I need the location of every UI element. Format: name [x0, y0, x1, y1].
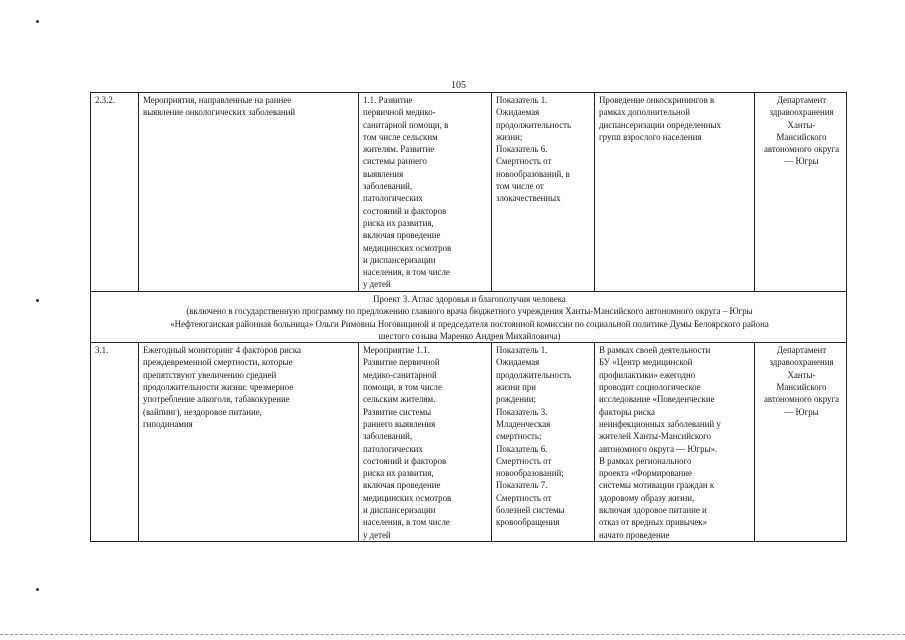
description-line: диспансеризации определенных [599, 119, 721, 130]
table-row [91, 93, 847, 292]
description-line: жителей Ханты-Мансийского [599, 431, 712, 442]
description-line: неинфекционных заболеваний у [599, 418, 721, 429]
indicator-line: Ожидаемая [496, 107, 540, 118]
linked-measure-cell [359, 343, 492, 542]
measure-line: выявление онкологических заболеваний [143, 107, 296, 118]
section-line: шестого созыва Маренко Андрея Михайловича) [378, 330, 561, 341]
linked-line: патологических [363, 193, 423, 204]
description-line: В рамках регионального [599, 455, 692, 466]
description-line: групп взрослого населения [599, 131, 702, 142]
section-line: (включено в государственную программу по предложению главного врача бюджетного учреждения Ханты-Мансийского автономного округа – Югры [186, 306, 753, 317]
indicator-line: Показатель 6. [496, 443, 548, 454]
scan-speck [36, 588, 39, 591]
executor-line: здравоохранения [769, 107, 834, 118]
measure-cell [139, 343, 359, 542]
linked-line: медицинских осмотров [363, 242, 452, 253]
description-line: проводит социологическое [599, 382, 701, 393]
executor-line: — Югры [784, 156, 819, 167]
linked-line: медицинских осмотров [363, 492, 452, 503]
indicator-line: жизни; [496, 131, 523, 142]
section-title: Проект 3. Атлас здоровья и благополучия человека [373, 294, 566, 304]
indicator-line: Смертность от [496, 156, 552, 167]
linked-line: у детей [363, 279, 391, 290]
indicator-line: Показатель 7. [496, 480, 548, 491]
indicator-line: Младенческая [496, 418, 551, 429]
description-line: включая здоровое питание и [599, 505, 707, 516]
executor-line: Ханты- [787, 119, 816, 130]
linked-line: и диспансеризации [363, 505, 436, 516]
indicator-line: Показатель 3. [496, 406, 548, 417]
row-number-cell [91, 343, 139, 542]
linked-line: сельским жителям. [363, 394, 436, 405]
measure-line: преждевременной смертности, которые [143, 357, 293, 368]
linked-line: состояний и факторов [363, 205, 447, 216]
indicators-cell [492, 93, 595, 292]
measure-line: препятствуют увеличению средней [143, 369, 277, 380]
executor-line: Департамент [776, 95, 827, 105]
executor-line: автономного округа [763, 144, 840, 155]
measure-line: продолжительности жизни: чрезмерное [143, 382, 294, 393]
linked-line: включая проведение [363, 480, 441, 491]
indicator-line: рождении; [496, 394, 536, 405]
description-line: проекта «Формирование [599, 468, 692, 479]
description-cell [595, 93, 755, 292]
indicator-line: продолжительность [496, 369, 572, 380]
indicator-line: смертность; [496, 431, 542, 442]
linked-line: включая проведение [363, 230, 441, 241]
indicator-line: Смертность от [496, 455, 552, 466]
linked-line: 1.1. Развитие [363, 95, 413, 105]
linked-line: населения, в том числе [363, 517, 450, 528]
linked-line: заболеваний, [363, 431, 413, 442]
row-number: 2.3.2. [95, 95, 115, 105]
executor-line: Мансийского [776, 131, 827, 142]
program-measures-table [90, 92, 847, 542]
indicator-line: кровообращения [496, 517, 560, 528]
description-line: здоровому образу жизни, [599, 492, 695, 503]
executor-line: автономного округа [763, 394, 840, 405]
linked-line: заболеваний, [363, 181, 413, 192]
linked-line: системы раннего [363, 156, 427, 167]
linked-line: состояний и факторов [363, 455, 447, 466]
description-line: автономного округа — Югры». [599, 443, 718, 454]
page-number: 105 [451, 80, 466, 91]
executor-cell [755, 343, 847, 542]
indicators-cell [492, 343, 595, 542]
indicator-line: продолжительность [496, 119, 572, 130]
description-line: факторы риска [599, 406, 655, 417]
description-line: профилактики» ежегодно [599, 369, 696, 380]
section-header-cell [91, 292, 847, 343]
executor-line: здравоохранения [769, 357, 834, 368]
section-header-row [91, 292, 847, 343]
linked-line: медико-санитарной [363, 369, 437, 380]
description-line: начато проведение [599, 529, 670, 540]
linked-line: помощи, в том числе [363, 382, 442, 393]
measure-line: гиподинамия [143, 418, 193, 429]
indicator-line: том числе от [496, 181, 544, 192]
linked-line: населения, в том числе [363, 267, 450, 278]
row-number-cell [91, 93, 139, 292]
row-number: 3.1. [95, 345, 109, 356]
description-line: Проведение онкоскринингов в [599, 95, 715, 105]
description-line: В рамках своей деятельности [599, 345, 711, 356]
linked-measure-cell [359, 93, 492, 292]
description-line: системы мотивации граждан к [599, 480, 715, 491]
section-line: «Нефтеюганская районная больница» Ольги Римовны Ноговициной и председателя постоянной комиссии по социальной политике Думы Белоярского района [170, 318, 769, 329]
indicator-line: Ожидаемая [496, 357, 540, 368]
description-line: рамках дополнительной [599, 107, 690, 118]
executor-line: — Югры [784, 406, 819, 417]
linked-line: санитарной помощи, в [363, 119, 449, 130]
description-cell [595, 343, 755, 542]
linked-line: жителям. Развитие [363, 144, 435, 155]
scan-speck [36, 299, 39, 302]
linked-line: первичной медико- [363, 107, 436, 118]
executor-line: Мансийского [776, 382, 827, 393]
linked-line: раннего выявления [363, 418, 436, 429]
measure-line: (вайпинг), нездоровое питание, [143, 406, 262, 417]
scan-speck [36, 20, 39, 23]
measure-line: Мероприятия, направленные на раннее [143, 95, 292, 105]
scan-edge-line [0, 634, 905, 635]
linked-line: и диспансеризации [363, 254, 436, 265]
linked-line: риска их развития, [363, 468, 434, 479]
executor-line: Департамент [776, 345, 827, 356]
indicator-line: Смертность от [496, 492, 552, 503]
description-line: исследование «Поведенческие [599, 394, 715, 405]
executor-cell [755, 93, 847, 292]
indicator-line: болезней системы [496, 505, 565, 516]
linked-line: Развитие первичной [363, 357, 440, 368]
indicator-line: Показатель 1. [496, 95, 548, 105]
indicator-line: жизни при [496, 382, 537, 393]
indicator-line: злокачественных [496, 193, 561, 204]
description-line: отказ от вредных привычек» [599, 517, 708, 528]
indicator-line: Показатель 1. [496, 345, 548, 356]
linked-line: том числе сельским [363, 131, 438, 142]
executor-line: Ханты- [787, 369, 816, 380]
linked-line: у детей [363, 529, 391, 540]
linked-line: Развитие системы [363, 406, 432, 417]
table-row [91, 343, 847, 542]
linked-line: выявления [363, 168, 404, 179]
linked-line: патологических [363, 443, 423, 454]
description-line: БУ «Центр медицинской [599, 357, 693, 368]
indicator-line: новообразований; [496, 468, 564, 479]
measure-line: Ежегодный мониторинг 4 факторов риска [143, 345, 301, 356]
indicator-line: новообразований, в [496, 168, 570, 179]
measure-line: употребление алкоголя, табакокурение [143, 394, 290, 405]
indicator-line: Показатель 6. [496, 144, 548, 155]
measure-cell [139, 93, 359, 292]
linked-line: Мероприятие 1.1. [363, 345, 430, 356]
linked-line: риска их развития, [363, 217, 434, 228]
